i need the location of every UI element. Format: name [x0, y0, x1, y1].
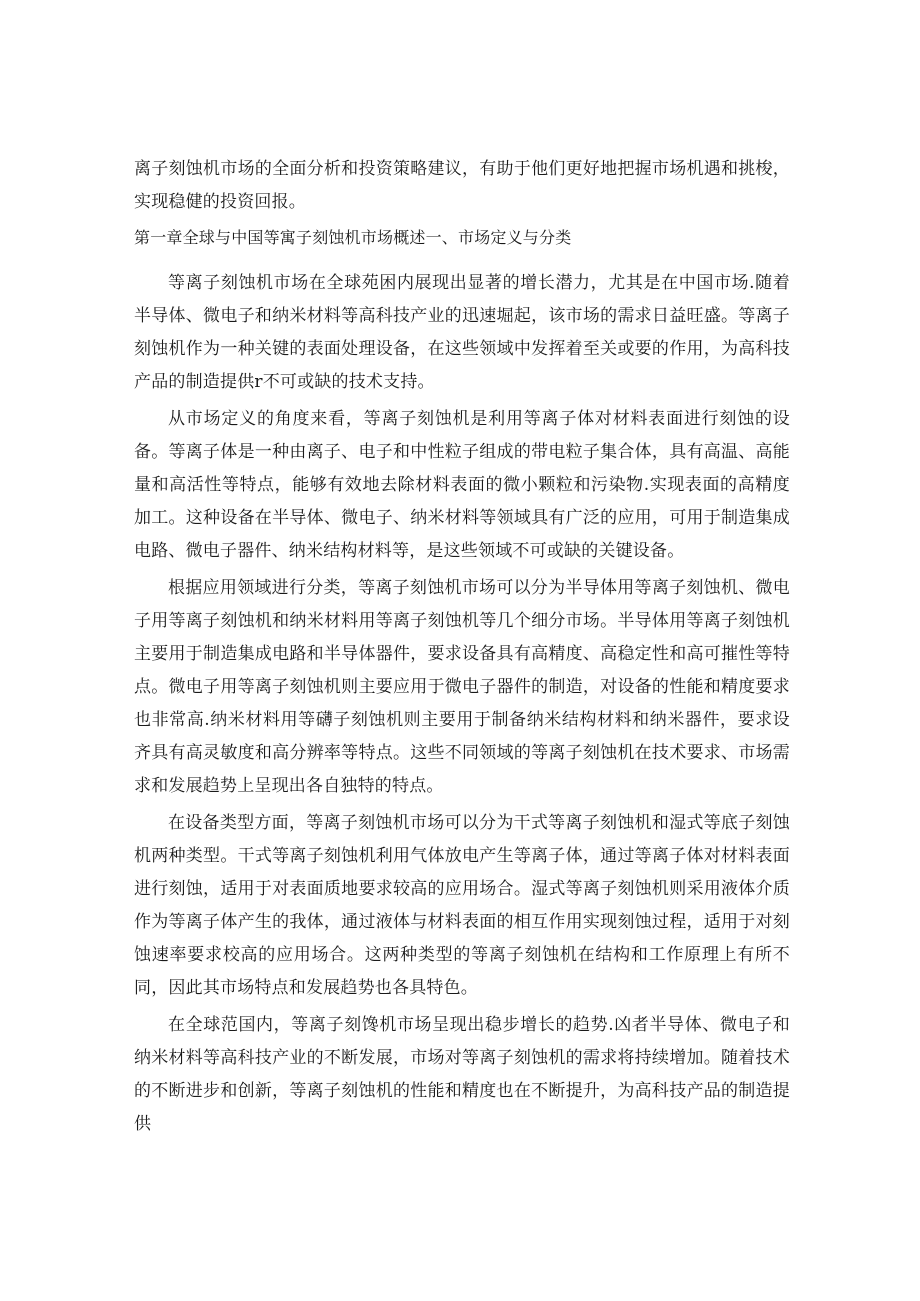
body-paragraph-4: 在设备类型方面，等离子刻蚀机市场可以分为干式等离子刻蚀机和湿式等底子刻蚀机两种类型。干式等离子刻蚀机利用气体放电产生等离子体，通过等离子体对材料表面进行刻蚀，适用于对表面质地要求较高的应用场合。湿式等离子刻蚀机则采用液体介质作为等离子体产生的我体，通过液体与材料表面的相互作用实现刻蚀过程，适用于对刻蚀速率要求校高的应用场合。这两种类型的等离子刻蚀机在结构和工作原理上有所不同，因此其市场特点和发展趋势也各具特色。	[134, 813, 790, 998]
body-paragraph-2: 从市场定义的角度来看，等离子刻蚀机是利用等离子体对材料表面进行刻蚀的设备。等离子体是一种由离子、电子和中性粒子组成的带电粒子集合体，具有高温、高能量和高活性等特点，能够有效地去除材料表面的微小颗粒和污染物.实现表面的高精度加工。这种设备在半导体、微电子、纳米材料等领域具有广泛的应用，可用于制造集成电路、微电子器件、纳米结构材料等，是这些领域不可或缺的关键设备。	[134, 409, 790, 561]
body-paragraph-5: 在全球范国内，等离子刻馋机市场呈现出稳步增长的趋势.凶者半导体、微电子和纳米材料等高科技产业的不断发展，市场对等离子刻蚀机的需求将持续增加。随着技术的不断进步和创新，等离子刻蚀机的性能和精度也在不断提升，为高科技产品的制造提供	[134, 1015, 790, 1134]
body-paragraph-1: 等离子刻蚀机市场在全球苑困内展现出显著的增长潜力，尤其是在中国市场.随着半导体、微电子和纳米材料等高科技产业的迅速堀起，该市场的需求日益旺盛。等离子刻蚀机作为一种关键的表面处理设备，在这些领域中发挥着至关或要的作用，为高科技产品的制造提供r不可或缺的技术支持。	[134, 273, 790, 392]
body-paragraph-3: 根据应用领域进行分类，等离子刻蚀机市场可以分为半导体用等离子刻蚀机、微电子用等离子刻蚀机和纳米材料用等离子刻蚀机等几个细分市场。半导体用等离子刻蚀机主要用于制造集成电路和半导体器件，要求设备具有高精度、高稳定性和高可摧性等特点。微电子用等离子刻蚀机则主要应用于微电子器件的制造，对设备的性能和精度要求也非常高.纳米材料用等礴子刻蚀机则主要用于制备纳米结构材料和纳米器件，要求设齐具有高灵敏度和高分辨率等特点。这些不同领域的等离子刻蚀机在技术要求、市场需求和发展趋势上呈现出各自独特的特点。	[134, 578, 790, 796]
document-body	[134, 153, 790, 1145]
chapter-heading: 第一章全球与中国等寓子刻蚀机市场概述一、市场定义与分类	[134, 228, 572, 247]
lead-paragraph: 离子刻蚀机市场的全面分析和投资策略建议，有助于他们更好地把握市场机遇和挑梭，实现稳健的投资回报。	[134, 159, 790, 212]
